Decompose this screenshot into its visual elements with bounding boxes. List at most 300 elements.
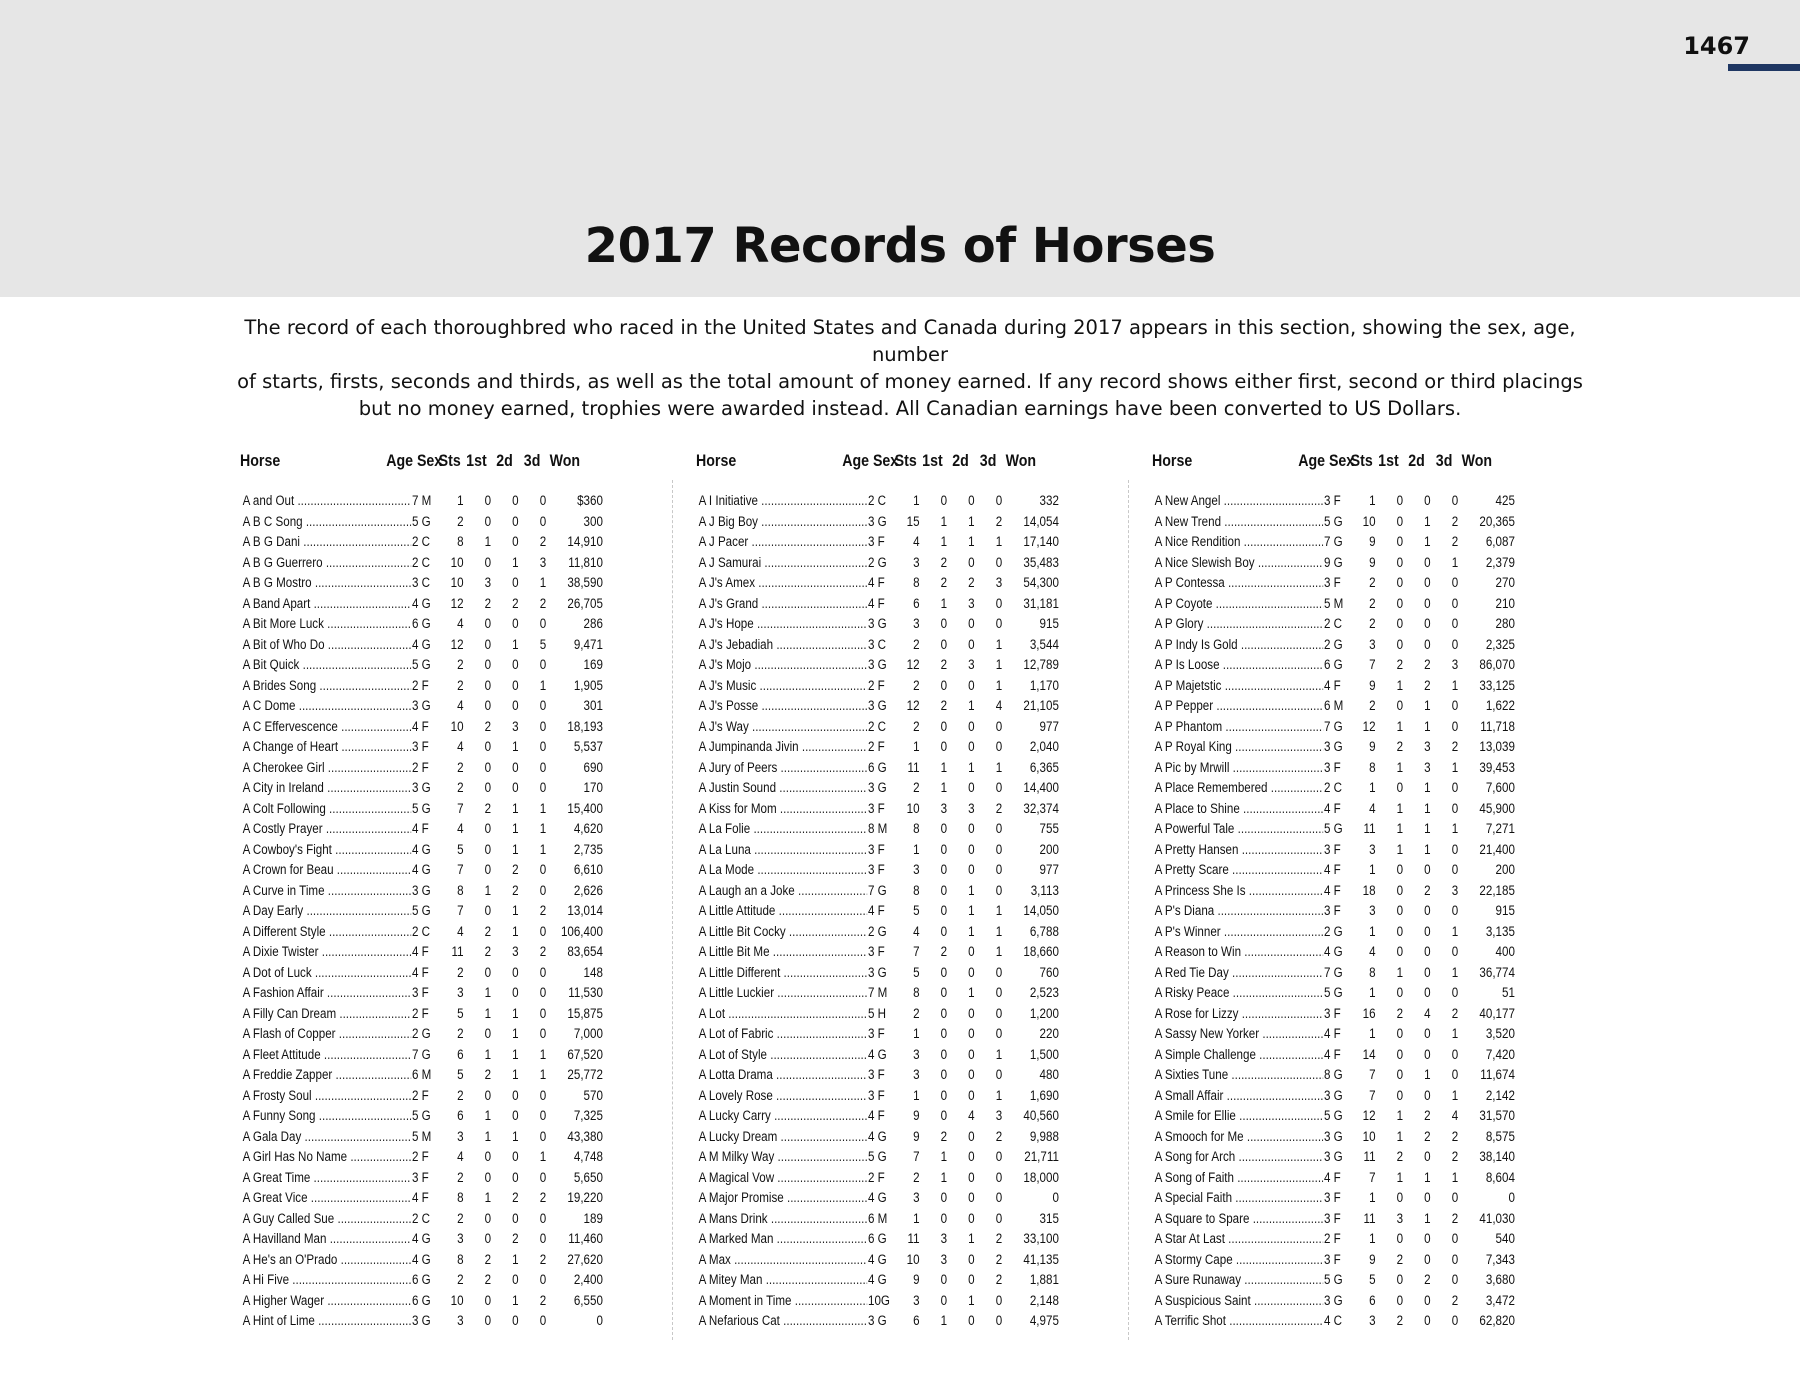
earnings: 8,575 (1485, 1128, 1515, 1144)
thirds: 3 (1451, 657, 1459, 672)
starts: 8 (457, 534, 464, 549)
thirds: 3 (995, 575, 1003, 590)
thirds: 0 (1451, 1046, 1459, 1062)
firsts: 2 (484, 800, 492, 816)
thirds: 1 (539, 841, 547, 857)
earnings: 12,789 (1023, 657, 1059, 672)
firsts: 0 (1396, 985, 1404, 1000)
age-sex: 2 F (867, 739, 900, 754)
earnings: 332 (1039, 493, 1059, 508)
seconds: 0 (1424, 554, 1431, 570)
horse-name: A Song of Faith ..... (1155, 1170, 1327, 1185)
record-row (696, 1208, 1096, 1229)
seconds: 1 (968, 882, 975, 898)
starts: 8 (457, 882, 464, 898)
age-sex: 2 C (1323, 780, 1356, 795)
page-number: 1467 (1683, 32, 1750, 60)
starts: 10 (450, 1292, 464, 1308)
earnings: 4,975 (1029, 1313, 1059, 1328)
record-row (696, 982, 1096, 1003)
horse-name: A J's Hope ..... (699, 616, 871, 631)
firsts: 0 (940, 903, 948, 918)
thirds: 1 (539, 821, 547, 836)
thirds: 1 (995, 677, 1003, 693)
firsts: 0 (1396, 554, 1404, 570)
seconds: 1 (1424, 780, 1431, 795)
firsts: 1 (484, 1046, 492, 1062)
firsts: 0 (484, 862, 492, 877)
starts: 3 (1369, 841, 1376, 857)
seconds: 0 (1424, 636, 1431, 652)
thirds: 0 (995, 1292, 1003, 1308)
header-starts: Sts (1350, 452, 1373, 470)
starts: 2 (457, 1272, 464, 1287)
earnings: 977 (1039, 862, 1059, 877)
earnings: 11,460 (568, 1231, 603, 1246)
firsts: 3 (940, 1251, 948, 1267)
firsts: 0 (484, 1087, 492, 1103)
starts: 2 (1369, 698, 1376, 713)
firsts: 1 (484, 1005, 492, 1021)
earnings: 13,039 (1479, 739, 1515, 754)
thirds: 0 (995, 1149, 1003, 1164)
earnings: 20,365 (1479, 513, 1515, 529)
age-sex: 7 G (1323, 965, 1356, 980)
header-age-sex: Age Sex (842, 452, 899, 470)
thirds: 2 (995, 513, 1003, 529)
firsts: 1 (1396, 841, 1404, 857)
record-row (240, 1146, 640, 1167)
horse-name: A J's Jebadiah ..... (699, 637, 871, 652)
earnings: 170 (583, 780, 603, 795)
record-row (1152, 880, 1552, 901)
starts: 6 (913, 1313, 920, 1328)
earnings: 1,881 (1029, 1272, 1059, 1287)
starts: 10 (906, 1251, 920, 1267)
age-sex: 3 F (1323, 493, 1356, 508)
thirds: 1 (1451, 821, 1459, 836)
thirds: 0 (539, 493, 547, 508)
earnings: 3,520 (1485, 1026, 1515, 1041)
horse-name: A Dixie Twister ..... (243, 944, 415, 959)
seconds: 2 (1424, 1108, 1431, 1123)
age-sex: 3 F (867, 842, 900, 857)
age-sex: 3 G (867, 1313, 900, 1328)
column-divider (1128, 480, 1129, 1340)
earnings: 1,690 (1029, 1087, 1059, 1103)
earnings: 39,453 (1479, 759, 1515, 775)
seconds: 0 (968, 1272, 975, 1287)
starts: 8 (457, 1251, 464, 1267)
age-sex: 6 G (411, 1272, 444, 1287)
earnings: 6,550 (573, 1292, 603, 1308)
starts: 16 (1362, 1005, 1376, 1021)
record-row (696, 1044, 1096, 1065)
firsts: 2 (484, 923, 492, 939)
starts: 2 (457, 1169, 464, 1185)
thirds: 2 (1451, 534, 1459, 549)
firsts: 0 (940, 985, 948, 1000)
record-row (1152, 1126, 1552, 1147)
starts: 11 (907, 1231, 920, 1246)
earnings: 2,379 (1485, 554, 1515, 570)
horse-name: A Lot of Style ..... (699, 1047, 871, 1062)
starts: 2 (1369, 616, 1376, 631)
starts: 3 (457, 985, 464, 1000)
age-sex: 6 G (411, 1293, 444, 1308)
age-sex: 3 G (411, 883, 444, 898)
record-row (1152, 941, 1552, 962)
record-row (1152, 1085, 1552, 1106)
horse-name: A Great Vice ..... (243, 1190, 415, 1205)
starts: 1 (913, 1087, 920, 1103)
firsts: 0 (484, 780, 492, 795)
earnings: 6,365 (1029, 759, 1059, 775)
starts: 2 (1369, 575, 1376, 590)
earnings: 7,271 (1485, 821, 1515, 836)
seconds: 3 (512, 944, 519, 959)
age-sex: 3 G (1323, 1149, 1356, 1164)
starts: 10 (1362, 1128, 1376, 1144)
starts: 10 (906, 800, 920, 816)
thirds: 0 (995, 1067, 1003, 1082)
starts: 2 (457, 964, 464, 980)
age-sex: 4 F (867, 1108, 900, 1123)
seconds: 0 (512, 698, 519, 713)
thirds: 0 (539, 1005, 547, 1021)
firsts: 0 (940, 1005, 948, 1021)
record-row (1152, 1146, 1552, 1167)
seconds: 0 (1424, 1149, 1431, 1164)
firsts: 1 (1396, 800, 1404, 816)
earnings: 6,788 (1029, 923, 1059, 939)
firsts: 0 (940, 1108, 948, 1123)
starts: 2 (457, 1087, 464, 1103)
firsts: 0 (484, 759, 492, 775)
horse-name: A Higher Wager ..... (243, 1293, 415, 1308)
seconds: 3 (968, 657, 975, 672)
record-row (240, 613, 640, 634)
age-sex: 2 G (867, 555, 900, 570)
age-sex: 3 F (867, 862, 900, 877)
earnings: 301 (583, 698, 603, 713)
earnings: 7,600 (1485, 780, 1515, 795)
header-age-sex: Age Sex (386, 452, 443, 470)
seconds: 0 (512, 1087, 519, 1103)
record-row (1152, 490, 1552, 511)
seconds: 0 (1424, 944, 1431, 959)
firsts: 3 (484, 575, 492, 590)
horse-name: A P Coyote ..... (1155, 596, 1327, 611)
horse-name: A La Folie ..... (699, 821, 871, 836)
header-won: Won (1461, 452, 1493, 470)
horse-name: A Major Promise ..... (699, 1190, 871, 1205)
horse-name: A Risky Peace ..... (1155, 985, 1327, 1000)
record-row (696, 1126, 1096, 1147)
horse-name: A Flash of Copper ..... (243, 1026, 415, 1041)
age-sex: 5 G (1323, 1272, 1356, 1287)
thirds: 2 (1451, 1292, 1459, 1308)
seconds: 4 (1424, 1005, 1431, 1021)
horse-name: A B G Mostro ..... (243, 575, 415, 590)
starts: 3 (1369, 1313, 1376, 1328)
record-row (696, 1290, 1096, 1311)
horse-name: A Sure Runaway ..... (1155, 1272, 1327, 1287)
record-row (696, 1310, 1096, 1331)
horse-name: A New Angel ..... (1155, 493, 1327, 508)
thirds: 0 (539, 1231, 547, 1246)
earnings: 14,050 (1023, 903, 1059, 918)
records-column-2 (696, 452, 1096, 1331)
firsts: 0 (1396, 493, 1404, 508)
record-row (1152, 736, 1552, 757)
record-row (696, 736, 1096, 757)
age-sex: 5 H (867, 1006, 900, 1021)
age-sex: 2 F (411, 760, 444, 775)
age-sex: 2 F (411, 1006, 444, 1021)
horse-name: A Band Apart ..... (243, 596, 415, 611)
record-row (240, 1187, 640, 1208)
horse-name: A Red Tie Day ..... (1155, 965, 1327, 980)
horse-name: A He's an O'Prado ..... (243, 1252, 415, 1267)
earnings: 41,030 (1479, 1210, 1515, 1226)
starts: 2 (913, 677, 920, 693)
age-sex: 5 G (1323, 985, 1356, 1000)
horse-name: A Curve in Time ..... (243, 883, 415, 898)
age-sex: 2 F (411, 1088, 444, 1103)
starts: 2 (913, 636, 920, 652)
age-sex: 4 F (411, 1190, 444, 1205)
seconds: 0 (968, 1251, 975, 1267)
horse-name: A Nice Rendition ..... (1155, 534, 1327, 549)
thirds: 2 (1451, 513, 1459, 529)
age-sex: 5 G (411, 514, 444, 529)
earnings: 189 (583, 1210, 603, 1226)
earnings: 106,400 (560, 923, 603, 939)
age-sex: 6 G (411, 616, 444, 631)
horse-name: A Simple Challenge ..... (1155, 1047, 1327, 1062)
seconds: 0 (1424, 1046, 1431, 1062)
age-sex: 4 F (411, 821, 444, 836)
record-row (240, 654, 640, 675)
starts: 3 (1369, 903, 1376, 918)
age-sex: 2 C (867, 493, 900, 508)
firsts: 0 (484, 1292, 492, 1308)
seconds: 1 (1424, 1210, 1431, 1226)
starts: 3 (457, 1313, 464, 1328)
thirds: 1 (539, 800, 547, 816)
thirds: 0 (1451, 636, 1459, 652)
thirds: 0 (995, 1005, 1003, 1021)
seconds: 0 (968, 554, 975, 570)
thirds: 4 (1451, 1108, 1459, 1123)
firsts: 0 (484, 1169, 492, 1185)
earnings: 3,135 (1485, 923, 1515, 939)
earnings: 67,520 (567, 1046, 603, 1062)
seconds: 0 (968, 1005, 975, 1021)
starts: 3 (913, 1046, 920, 1062)
record-row (240, 1105, 640, 1126)
record-row (1152, 839, 1552, 860)
record-row (1152, 552, 1552, 573)
record-row (1152, 962, 1552, 983)
seconds: 1 (512, 1026, 519, 1041)
starts: 5 (457, 841, 464, 857)
age-sex: 4 G (411, 637, 444, 652)
starts: 8 (913, 575, 920, 590)
earnings: 11,674 (1480, 1067, 1515, 1082)
starts: 1 (913, 841, 920, 857)
horse-name: A Bit of Who Do ..... (243, 637, 415, 652)
age-sex: 4 F (1323, 801, 1356, 816)
seconds: 1 (968, 759, 975, 775)
seconds: 0 (968, 718, 975, 734)
earnings: 425 (1495, 493, 1515, 508)
earnings: 43,380 (567, 1128, 603, 1144)
earnings: 6,087 (1485, 534, 1515, 549)
thirds: 0 (1451, 903, 1459, 918)
horse-name: A Square to Spare ..... (1155, 1211, 1327, 1226)
thirds: 0 (1451, 1272, 1459, 1287)
horse-name: A City in Ireland ..... (243, 780, 415, 795)
starts: 7 (1369, 1067, 1376, 1082)
firsts: 1 (1396, 718, 1404, 734)
seconds: 0 (968, 841, 975, 857)
thirds: 0 (1451, 493, 1459, 508)
thirds: 0 (1451, 575, 1459, 590)
age-sex: 2 C (411, 924, 444, 939)
age-sex: 4 G (411, 1231, 444, 1246)
header-second: 2d (952, 452, 969, 470)
thirds: 0 (1451, 1190, 1459, 1205)
earnings: 4,748 (573, 1149, 603, 1164)
horse-name: A Frosty Soul ..... (243, 1088, 415, 1103)
age-sex: 4 C (1323, 1313, 1356, 1328)
starts: 4 (1369, 800, 1376, 816)
header-first: 1st (922, 452, 943, 470)
seconds: 0 (968, 616, 975, 631)
seconds: 1 (968, 903, 975, 918)
age-sex: 3 F (1323, 1211, 1356, 1226)
record-row (696, 900, 1096, 921)
firsts: 0 (484, 1149, 492, 1164)
starts: 4 (457, 821, 464, 836)
header-age-sex: Age Sex (1298, 452, 1355, 470)
thirds: 0 (995, 739, 1003, 754)
thirds: 2 (539, 1251, 547, 1267)
firsts: 0 (1396, 1026, 1404, 1041)
starts: 3 (913, 1067, 920, 1082)
seconds: 0 (968, 964, 975, 980)
starts: 4 (457, 739, 464, 754)
earnings: 19,220 (567, 1190, 603, 1205)
firsts: 0 (1396, 1292, 1404, 1308)
thirds: 1 (1451, 923, 1459, 939)
earnings: 40,560 (1023, 1108, 1059, 1123)
age-sex: 3 F (1323, 1006, 1356, 1021)
starts: 1 (913, 493, 920, 508)
record-row (240, 941, 640, 962)
earnings: 14,400 (1023, 780, 1059, 795)
header-second: 2d (496, 452, 513, 470)
seconds: 3 (1424, 759, 1431, 775)
earnings: 38,140 (1479, 1149, 1515, 1164)
thirds: 0 (995, 554, 1003, 570)
earnings: 33,100 (1023, 1231, 1059, 1246)
seconds: 0 (968, 862, 975, 877)
firsts: 2 (1396, 739, 1404, 754)
earnings: 3,472 (1485, 1292, 1515, 1308)
starts: 9 (1369, 677, 1376, 693)
record-row (1152, 1208, 1552, 1229)
horse-name: A Rose for Lizzy ..... (1155, 1006, 1327, 1021)
thirds: 1 (995, 1046, 1003, 1062)
firsts: 0 (484, 1026, 492, 1041)
seconds: 0 (1424, 1190, 1431, 1205)
firsts: 1 (940, 780, 948, 795)
starts: 11 (1363, 1210, 1376, 1226)
thirds: 0 (539, 923, 547, 939)
seconds: 1 (1424, 1169, 1431, 1185)
thirds: 0 (539, 1313, 547, 1328)
age-sex: 6 M (1323, 698, 1356, 713)
seconds: 2 (512, 1231, 519, 1246)
age-sex: 4 F (411, 719, 444, 734)
seconds: 1 (1424, 1067, 1431, 1082)
firsts: 2 (484, 595, 492, 611)
column-divider (672, 480, 673, 1340)
record-row (696, 654, 1096, 675)
record-row (240, 757, 640, 778)
earnings: 0 (596, 1313, 603, 1328)
firsts: 0 (484, 677, 492, 693)
horse-name: A P Pepper ..... (1155, 698, 1327, 713)
record-row (696, 839, 1096, 860)
seconds: 1 (512, 841, 519, 857)
thirds: 0 (1451, 780, 1459, 795)
firsts: 0 (1396, 862, 1404, 877)
record-row (240, 511, 640, 532)
record-row (696, 777, 1096, 798)
age-sex: 3 C (867, 637, 900, 652)
seconds: 2 (1424, 1128, 1431, 1144)
seconds: 0 (512, 1169, 519, 1185)
record-row (240, 1064, 640, 1085)
earnings: 690 (583, 759, 603, 775)
firsts: 1 (484, 985, 492, 1000)
thirds: 0 (539, 1272, 547, 1287)
record-row (696, 1003, 1096, 1024)
earnings: 33,125 (1479, 677, 1515, 693)
firsts: 0 (940, 1026, 948, 1041)
earnings: 7,420 (1485, 1046, 1515, 1062)
age-sex: 7 G (1323, 534, 1356, 549)
record-row (240, 634, 640, 655)
earnings: 1,622 (1485, 698, 1515, 713)
record-row (240, 736, 640, 757)
seconds: 0 (1424, 923, 1431, 939)
seconds: 0 (1424, 964, 1431, 980)
earnings: 18,193 (567, 718, 603, 734)
seconds: 0 (1424, 595, 1431, 611)
firsts: 0 (940, 1087, 948, 1103)
seconds: 0 (968, 636, 975, 652)
thirds: 1 (995, 1087, 1003, 1103)
thirds: 0 (1451, 985, 1459, 1000)
firsts: 3 (940, 1231, 948, 1246)
record-row (1152, 1187, 1552, 1208)
horse-name: A Justin Sound ..... (699, 780, 871, 795)
